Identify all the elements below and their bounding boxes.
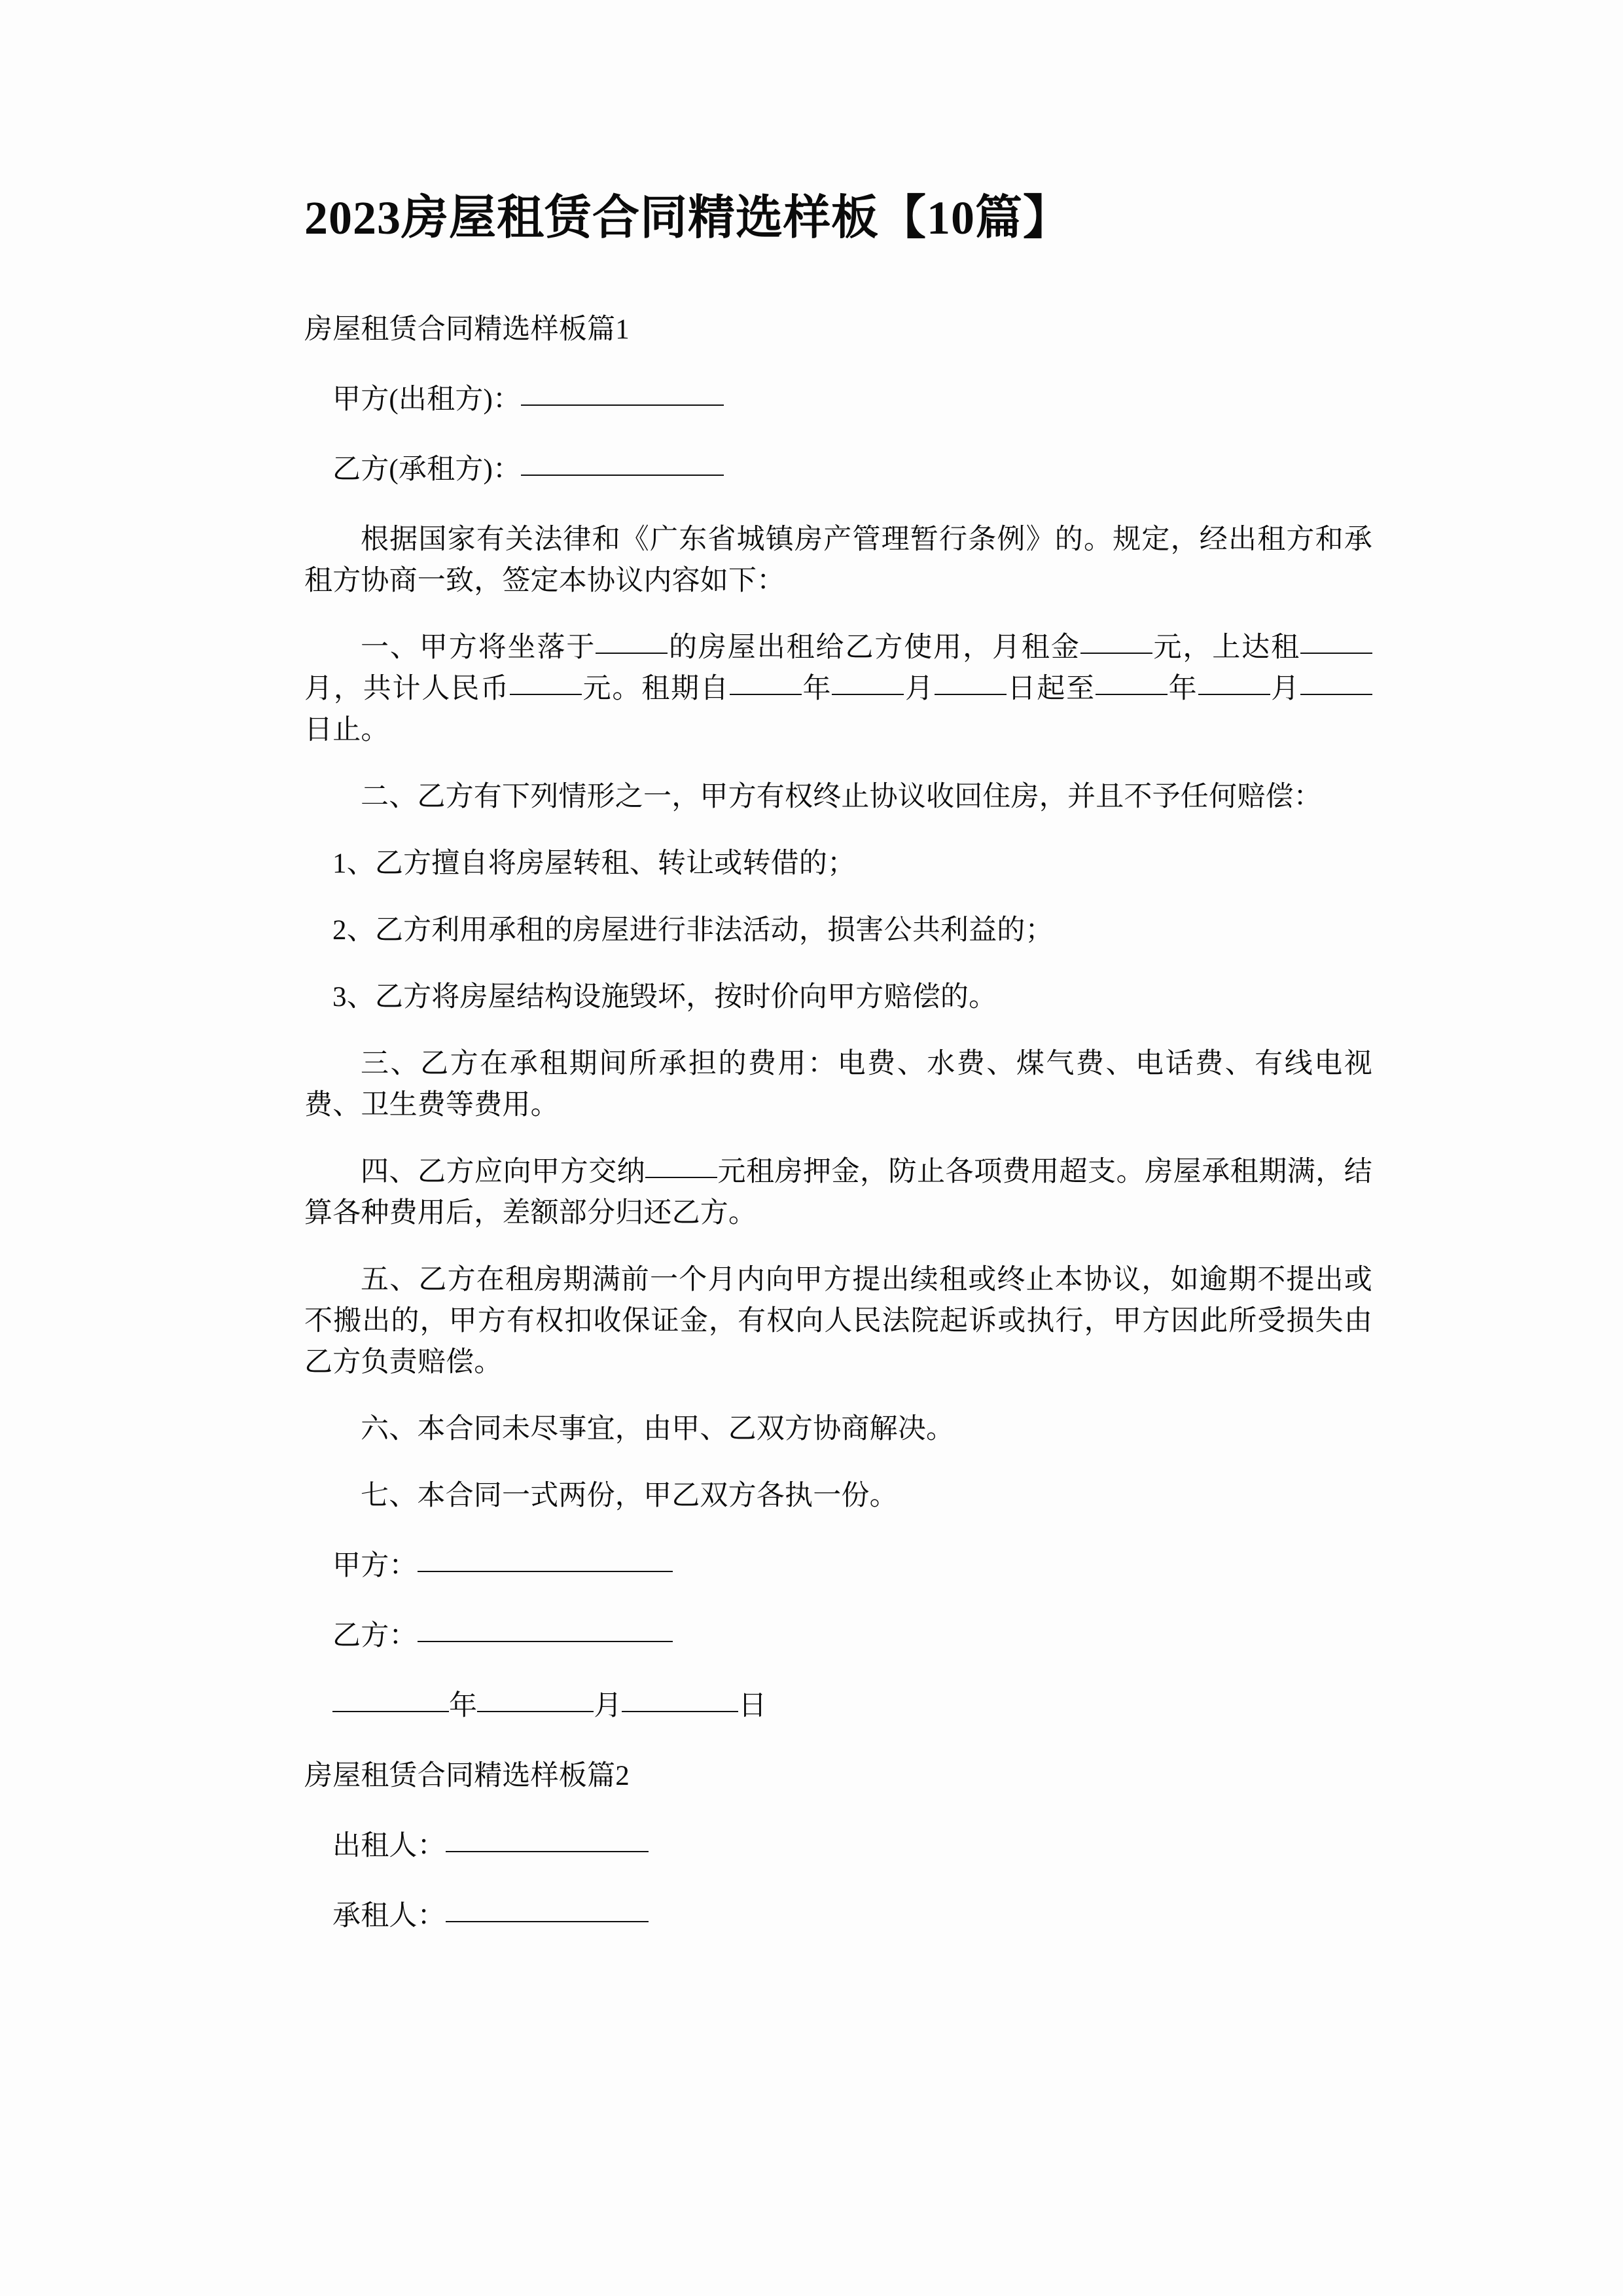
clause-1-blank-start-year[interactable] — [730, 674, 802, 695]
date-day-label: 日 — [738, 1691, 767, 1721]
clause-1-blank-end-day[interactable] — [1300, 674, 1372, 695]
clause-5: 五、乙方在租房期满前一个月内向甲方提出续租或终止本协议，如逾期不提出或不搬出的，甲方有权扣收保证金，有权向人民法院起诉或执行，甲方因此所受损失由乙方负责赔偿。 — [304, 1265, 1372, 1378]
signature-date-line — [304, 1685, 1372, 1727]
party-a-label: 甲方(出租方)： — [332, 384, 522, 415]
party-b-line — [304, 449, 1372, 490]
date-month-blank[interactable] — [477, 1691, 594, 1712]
clause-1-blank-rent[interactable] — [1080, 633, 1152, 654]
clause-2: 二、乙方有下列情形之一，甲方有权终止协议收回住房，并且不予任何赔偿： — [361, 781, 1322, 812]
party-a-line — [304, 379, 1372, 420]
clause-1-blank-months[interactable] — [1300, 633, 1372, 654]
clause-1-part-8: 年 — [1168, 673, 1198, 704]
signature-party-a-label: 甲方： — [332, 1551, 418, 1581]
clause-1 — [304, 627, 1372, 751]
lessee-label: 承租人： — [332, 1901, 446, 1931]
signature-party-a-line — [304, 1545, 1372, 1587]
preamble-paragraph: 根据国家有关法律和《广东省城镇房产管理暂行条例》的。规定，经出租方和承租方协商一致，签定本协议内容如下： — [304, 524, 1372, 596]
clause-4-blank-deposit[interactable] — [645, 1157, 717, 1178]
clause-1-part-3: 月，共计人民币 — [304, 673, 510, 704]
lessor-label: 出租人： — [332, 1831, 446, 1861]
signature-party-b-line — [304, 1615, 1372, 1657]
clause-1-part-4: 元。租期自 — [581, 673, 730, 704]
signature-party-b-blank[interactable] — [418, 1621, 673, 1642]
clause-1-part-1: 的房屋出租给乙方使用，月租金 — [668, 632, 1080, 663]
section-heading-1: 房屋租赁合同精选样板篇1 — [304, 314, 630, 345]
clause-2-item-1: 1、乙方擅自将房屋转租、转让或转借的； — [332, 848, 856, 879]
clause-7: 七、本合同一式两份，甲乙双方各执一份。 — [361, 1480, 898, 1511]
clause-1-blank-start-day[interactable] — [935, 674, 1007, 695]
page-title: 2023房屋租赁合同精选样板【10篇】 — [304, 192, 1071, 244]
clause-1-blank-end-year[interactable] — [1096, 674, 1168, 695]
document-body — [304, 0, 1372, 1937]
clause-2-item-3: 3、乙方将房屋结构设施毁坏，按时价向甲方赔偿的。 — [332, 982, 997, 1013]
signature-party-a-blank[interactable] — [418, 1551, 673, 1572]
clause-1-blank-end-month[interactable] — [1198, 674, 1270, 695]
clause-1-part-0: 一、甲方将坐落于 — [361, 632, 596, 663]
clause-1-part-10: 日止。 — [304, 715, 389, 745]
party-a-blank[interactable] — [521, 385, 724, 406]
clause-1-part-7: 日起至 — [1006, 673, 1096, 704]
clause-1-part-6: 月 — [904, 673, 935, 704]
clause-3: 三、乙方在承租期间所承担的费用：电费、水费、煤气费、电话费、有线电视费、卫生费等费用。 — [304, 1049, 1372, 1121]
party-b-blank[interactable] — [521, 455, 724, 476]
date-year-blank[interactable] — [332, 1691, 449, 1712]
clause-1-part-2: 元，上达租 — [1152, 632, 1300, 663]
date-day-blank[interactable] — [622, 1691, 738, 1712]
clause-1-blank-address[interactable] — [596, 633, 668, 654]
clause-1-blank-start-month[interactable] — [832, 674, 904, 695]
date-year-label: 年 — [449, 1691, 478, 1721]
clause-4 — [304, 1151, 1372, 1234]
section-heading-2: 房屋租赁合同精选样板篇2 — [304, 1761, 630, 1791]
clause-2-item-2: 2、乙方利用承租的房屋进行非法活动，损害公共利益的； — [332, 915, 1054, 946]
signature-party-b-label: 乙方： — [332, 1621, 418, 1651]
clause-4-part-0: 四、乙方应向甲方交纳 — [361, 1157, 646, 1187]
date-month-label: 月 — [594, 1691, 622, 1721]
clause-1-part-5: 年 — [801, 673, 832, 704]
clause-1-part-9: 月 — [1270, 673, 1301, 704]
lessor-line — [304, 1825, 1372, 1867]
clause-1-blank-total[interactable] — [510, 674, 582, 695]
clause-6: 六、本合同未尽事宜，由甲、乙双方协商解决。 — [361, 1414, 955, 1444]
lessor-blank[interactable] — [446, 1831, 649, 1852]
lessee-blank[interactable] — [446, 1901, 649, 1922]
party-b-label: 乙方(承租方)： — [332, 454, 522, 485]
lessee-line — [304, 1895, 1372, 1937]
clause-4-part-1: 元租房押金，防止各项费用超支。房屋承租期满，结算各种费用后，差额部分归还乙方。 — [304, 1157, 1372, 1229]
